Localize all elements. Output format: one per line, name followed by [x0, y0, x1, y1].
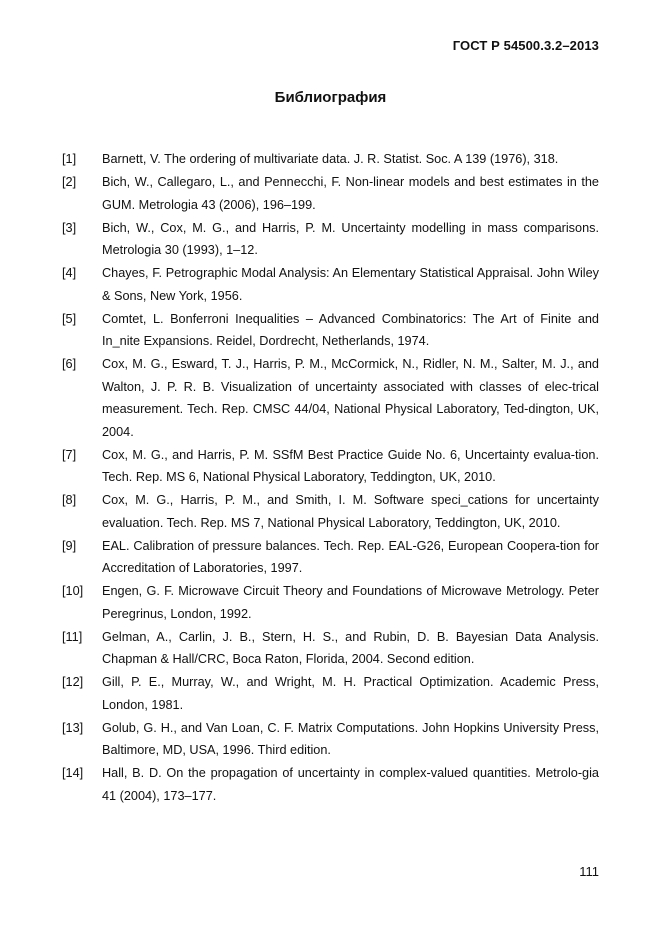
reference-text: Cox, M. G., Esward, T. J., Harris, P. M., McCormick, N., Ridler, N. M., Salter, M. J., and Walton, J. P. R. B. Visualization of uncertainty associated with classes of elec-trical measurement. Tech. Rep. CMSC 44/04, National Physical Laboratory, Ted-dington, UK, 2004.: [102, 357, 599, 439]
reference-number: [5]: [62, 311, 77, 326]
reference-text: Engen, G. F. Microwave Circuit Theory and Foundations of Microwave Metrology. Peter Peregrinus, London, 1992.: [102, 584, 599, 621]
reference-text: Chayes, F. Petrographic Modal Analysis: An Elementary Statistical Appraisal. John Wiley & Sons, New York, 1956.: [102, 266, 599, 303]
reference-number: [1]: [62, 152, 77, 166]
reference-number: [11]: [62, 629, 83, 644]
reference-number: [6]: [62, 357, 77, 371]
reference-item: [62, 353, 599, 443]
reference-text: Cox, M. G., and Harris, P. M. SSfM Best Practice Guide No. 6, Uncertainty evalua-tion. Tech. Rep. MS 6, National Physical Laboratory, Teddington, UK, 2010.: [102, 447, 599, 484]
reference-item: [62, 626, 599, 671]
reference-number: [13]: [62, 720, 84, 735]
reference-number: [2]: [62, 175, 77, 189]
reference-item: [62, 489, 599, 534]
reference-number: [10]: [62, 584, 84, 598]
reference-text: Gill, P. E., Murray, W., and Wright, M. H. Practical Optimization. Academic Press, London, 1981.: [102, 675, 599, 712]
bibliography-list: [62, 148, 599, 807]
page-number: 111: [579, 864, 599, 879]
reference-item: [62, 535, 599, 580]
reference-text: Hall, B. D. On the propagation of uncertainty in complex-valued quantities. Metrolo-gia 41 (2004), 173–177.: [102, 766, 599, 803]
reference-text: Golub, G. H., and Van Loan, C. F. Matrix Computations. John Hopkins University Press, Baltimore, MD, USA, 1996. Third edition.: [102, 720, 599, 757]
reference-text: Gelman, A., Carlin, J. B., Stern, H. S., and Rubin, D. B. Bayesian Data Analysis. Chapman & Hall/CRC, Boca Raton, Florida, 2004. Second edition.: [102, 629, 599, 666]
reference-text: EAL. Calibration of pressure balances. Tech. Rep. EAL-G26, European Coopera-tion for Accreditation of Laboratories, 1997.: [102, 538, 599, 575]
reference-item: [62, 762, 599, 807]
reference-item: [62, 717, 599, 762]
reference-number: [3]: [62, 220, 77, 235]
reference-number: [12]: [62, 675, 84, 689]
reference-item: [62, 148, 599, 171]
reference-number: [9]: [62, 538, 77, 553]
reference-number: [14]: [62, 766, 84, 780]
reference-number: [8]: [62, 493, 77, 507]
reference-number: [7]: [62, 447, 77, 462]
reference-text: Cox, M. G., Harris, P. M., and Smith, I. M. Software speci_cations for uncertainty evaluation. Tech. Rep. MS 7, National Physical Laboratory, Teddington, UK, 2010.: [102, 493, 599, 530]
standard-code-header: ГОСТ Р 54500.3.2–2013: [452, 38, 599, 53]
reference-text: Barnett, V. The ordering of multivariate data. J. R. Statist. Soc. A 139 (1976), 318.: [102, 152, 559, 166]
reference-item: [62, 217, 599, 262]
reference-text: Comtet, L. Bonferroni Inequalities – Advanced Combinatorics: The Art of Finite and In_nite Expansions. Reidel, Dordrecht, Netherlands, 1974.: [102, 311, 599, 348]
reference-item: [62, 671, 599, 716]
reference-number: [4]: [62, 266, 77, 280]
reference-text: Bich, W., Callegaro, L., and Pennecchi, F. Non-linear models and best estimates in the GUM. Metrologia 43 (2006), 196–199.: [102, 175, 599, 212]
page-title: Библиография: [274, 89, 387, 106]
reference-item: [62, 171, 599, 216]
reference-item: [62, 308, 599, 353]
reference-item: [62, 444, 599, 489]
reference-item: [62, 262, 599, 307]
reference-item: [62, 580, 599, 625]
reference-text: Bich, W., Cox, M. G., and Harris, P. M. Uncertainty modelling in mass comparisons. Metrologia 30 (1993), 1–12.: [102, 220, 599, 257]
